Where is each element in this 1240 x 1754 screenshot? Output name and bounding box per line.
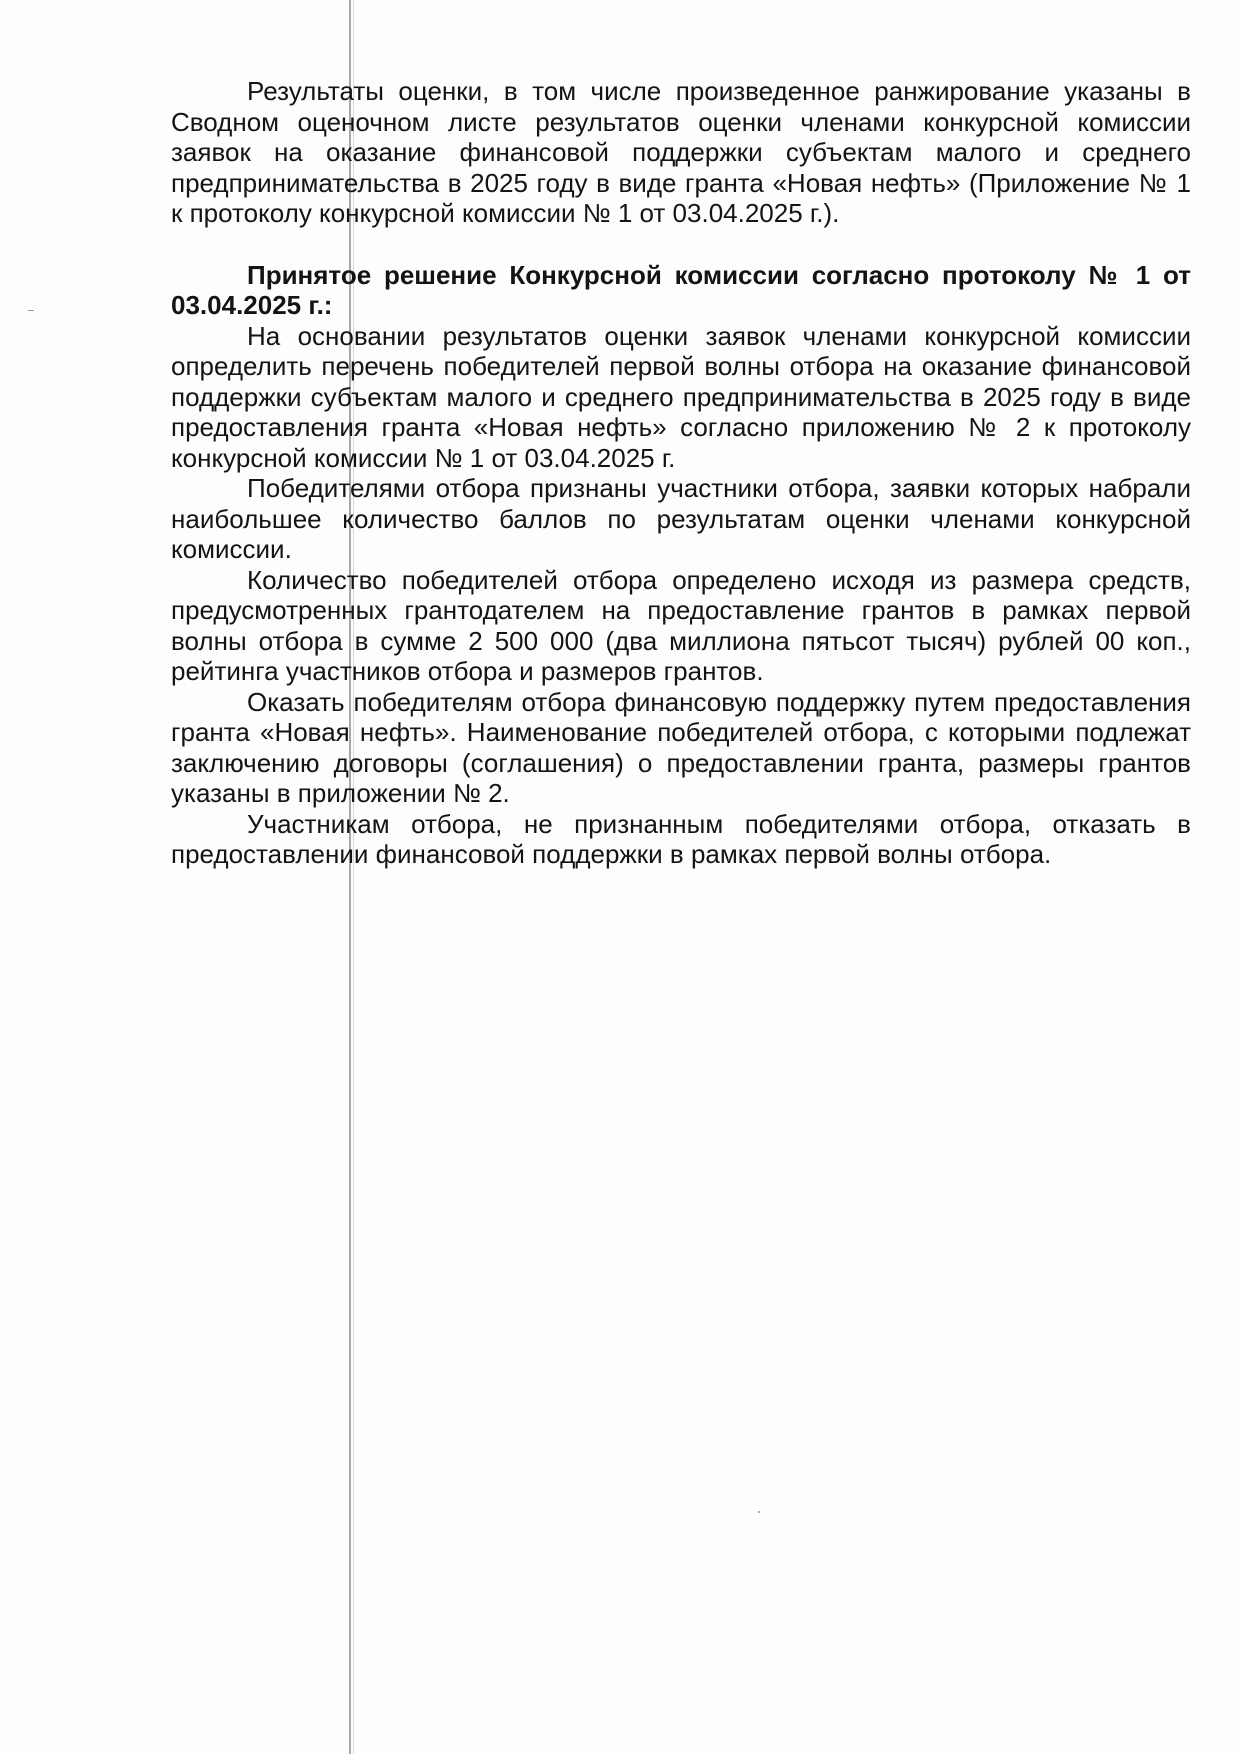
scan-speck	[758, 1511, 760, 1513]
decision-paragraph: На основании результатов оценки заявок членами конкурсной комиссии определить перечень победителей первой волны отбора на оказание финансовой поддержки субъектам малого и среднего предпринимательства в 2025 году в виде предоставления гранта «Новая нефть» согласно приложению № 2 к протоколу конкурсной комиссии № 1 от 03.04.2025 г.	[171, 320, 1191, 473]
decision-paragraph: Победителями отбора признаны участники отбора, заявки которых набрали наибольшее количество баллов по результатам оценки членами конкурсной комиссии.	[171, 473, 1191, 564]
decision-paragraph: Количество победителей отбора определено исходя из размера средств, предусмотренных грантодателем на предоставление грантов в рамках первой волны отбора в сумме 2 500 000 (два миллиона пятьсот тысяч) рублей 00 коп., рейтинга участников отбора и размеров грантов.	[171, 564, 1191, 686]
document-body	[171, 76, 1191, 870]
decision-paragraph: Оказать победителям отбора финансовую поддержку путем предоставления гранта «Новая нефть». Наименование победителей отбора, с которыми подлежат заключению договоры (соглашения) о предоставлении гранта, размеры грантов указаны в приложении № 2.	[171, 686, 1191, 808]
decision-heading: Принятое решение Конкурсной комиссии согласно протоколу № 1 от 03.04.2025 г.:	[171, 259, 1191, 320]
intro-paragraph: Результаты оценки, в том числе произведенное ранжирование указаны в Сводном оценочном листе результатов оценки членами конкурсной комиссии заявок на оказание финансовой поддержки субъектам малого и среднего предпринимательства в 2025 году в виде гранта «Новая нефть» (Приложение № 1 к протоколу конкурсной комиссии № 1 от 03.04.2025 г.).	[171, 76, 1191, 228]
scan-speck	[28, 310, 34, 311]
decision-paragraph: Участникам отбора, не признанным победителями отбора, отказать в предоставлении финансовой поддержки в рамках первой волны отбора.	[171, 808, 1191, 869]
